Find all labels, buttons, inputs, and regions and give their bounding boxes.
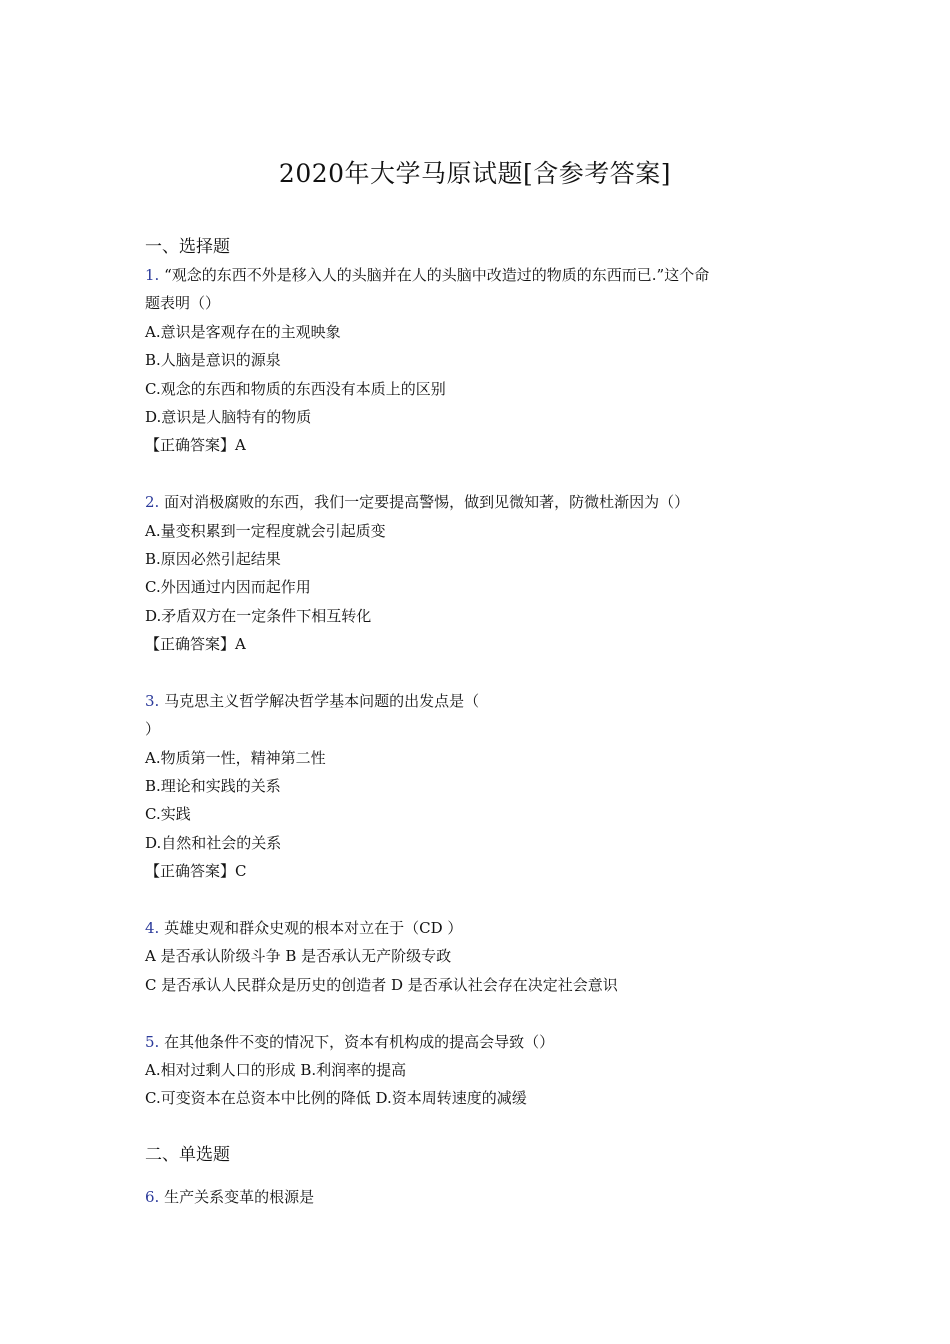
option: B.原因必然引起结果 <box>145 549 281 568</box>
question-number: 1. <box>145 266 160 284</box>
question-stem: 4. 英雄史观和群众史观的根本对立在于（CD ） <box>145 918 463 937</box>
option: C.实践 <box>145 805 191 824</box>
question-number: 6. <box>145 1188 160 1207</box>
answer-line: 【正确答案】A <box>145 635 246 654</box>
option: A 是否承认阶级斗争 B 是否承认无产阶级专政 <box>145 947 452 966</box>
spacer <box>145 999 815 1027</box>
option: C.可变资本在总资本中比例的降低 D.资本周转速度的减缓 <box>145 1089 527 1108</box>
section-heading-single-choice: 二、单选题 <box>145 1145 230 1166</box>
option: B.人脑是意识的源泉 <box>145 351 281 370</box>
question-stem: 6. 生产关系变革的根源是 <box>145 1188 315 1207</box>
option: C.观念的东西和物质的东西没有本质上的区别 <box>145 379 446 398</box>
spacer <box>145 1113 815 1141</box>
option: B.理论和实践的关系 <box>145 777 281 796</box>
section-heading-choice: 一、选择题 <box>145 237 230 257</box>
option: D.自然和社会的关系 <box>145 833 282 852</box>
option: C.外因通过内因而起作用 <box>145 578 311 597</box>
option: D.意识是人脑特有的物质 <box>145 407 312 426</box>
option: D.矛盾双方在一定条件下相互转化 <box>145 606 372 625</box>
option: A.量变积累到一定程度就会引起质变 <box>145 521 386 540</box>
answer-line: 【正确答案】A <box>145 436 246 455</box>
spacer <box>145 886 815 914</box>
question-number: 2. <box>145 493 160 512</box>
spacer <box>145 460 815 488</box>
option: A.意识是客观存在的主观映象 <box>145 322 341 341</box>
option: A.相对过剩人口的形成 B.利润率的提高 <box>145 1060 407 1079</box>
document-body <box>145 233 815 1212</box>
question-stem: 3. 马克思主义哲学解决哲学基本问题的出发点是（ <box>145 691 480 710</box>
document-title: 2020年大学马原试题[含参考答案] <box>278 159 672 188</box>
option: C 是否承认人民群众是历史的创造者 D 是否承认社会存在决定社会意识 <box>145 975 618 994</box>
question-number: 3. <box>145 691 160 710</box>
question-stem: 1. “观念的东西不外是移入人的头脑并在人的头脑中改造过的物质的东西而已.”这个命 <box>145 266 710 284</box>
question-stem: 5. 在其他条件不变的情况下，资本有机构成的提高会导致（） <box>145 1032 555 1051</box>
answer-line: 【正确答案】C <box>145 862 247 881</box>
question-number: 5. <box>145 1032 160 1051</box>
spacer <box>145 658 815 686</box>
question-stem-continued: 题表明（） <box>145 294 221 313</box>
spacer <box>145 1169 815 1183</box>
question-number: 4. <box>145 918 160 937</box>
question-stem-continued: ） <box>145 720 161 739</box>
option: A.物质第一性，精神第二性 <box>145 748 326 767</box>
question-stem: 2. 面对消极腐败的东西，我们一定要提高警惕，做到见微知著，防微杜渐因为（） <box>145 493 690 512</box>
